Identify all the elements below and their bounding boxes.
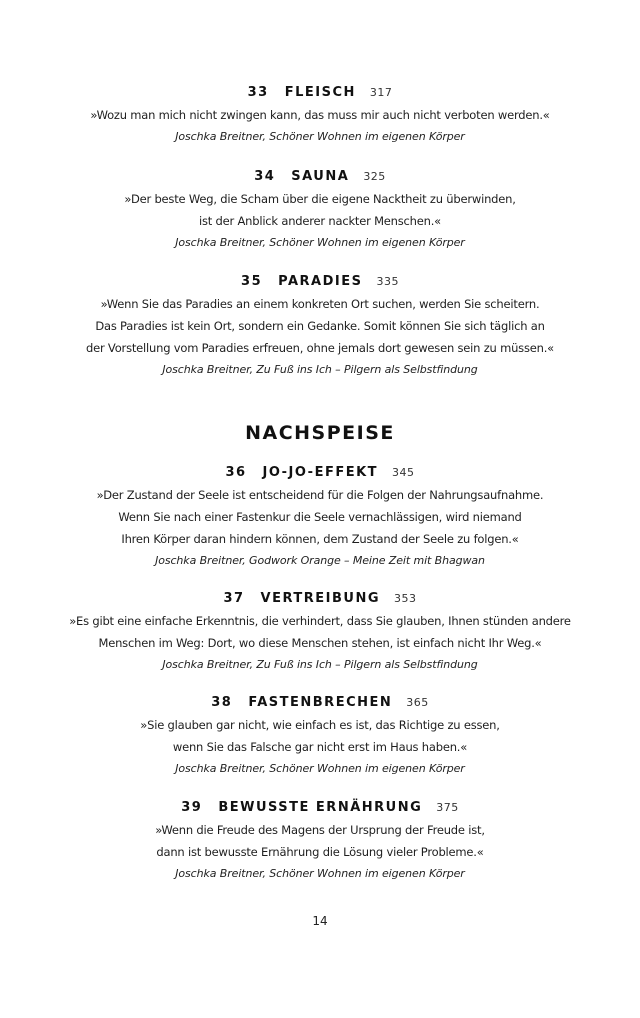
quote-line: »Der beste Weg, die Scham über die eigene Nacktheit zu überwinden, [124,192,516,206]
chapter-number: 36 [225,465,247,480]
quote-source: Joschka Breitner, Godwork Orange – Meine Zeit mit Bhagwan [155,554,485,567]
quote-line: »Wenn Sie das Paradies an einem konkreten Ort suchen, werden Sie scheitern. [100,297,540,311]
quote-source: Joschka Breitner, Schöner Wohnen im eigenen Körper [175,762,465,775]
quote-line: »Sie glauben gar nicht, wie einfach es ist, das Richtige zu essen, [140,718,500,732]
chapter-heading [60,462,580,484]
toc-entry-36 [60,462,580,572]
chapter-number: 38 [211,695,233,710]
quote-line: »Wozu man mich nicht zwingen kann, das muss mir auch nicht verboten werden.« [90,108,550,122]
chapter-page: 375 [436,801,459,814]
toc-entry-34 [60,166,580,254]
quote-line: Ihren Körper daran hindern können, dem Zustand der Seele zu folgen.« [121,532,519,546]
chapter-number: 37 [223,591,245,606]
quote-source: Joschka Breitner, Zu Fuß ins Ich – Pilgern als Selbstfindung [162,658,478,671]
quote-line: Das Paradies ist kein Ort, sondern ein Gedanke. Somit können Sie sich täglich an [95,319,545,333]
quote-source: Joschka Breitner, Schöner Wohnen im eigenen Körper [175,130,465,143]
toc-entry-39 [60,797,580,885]
chapter-title: BEWUSSTE ERNÄHRUNG [218,800,423,815]
chapter-title: VERTREIBUNG [260,591,381,606]
chapter-title: SAUNA [291,169,350,184]
quote-line: »Der Zustand der Seele ist entscheidend für die Folgen der Nahrungsaufnahme. [96,488,544,502]
quote-line: wenn Sie das Falsche gar nicht erst im Haus haben.« [172,740,468,754]
chapter-heading [60,82,580,104]
chapter-number: 39 [181,800,203,815]
chapter-page: 335 [376,275,399,288]
chapter-page: 365 [406,696,429,709]
quote-source: Joschka Breitner, Schöner Wohnen im eigenen Körper [175,867,465,880]
chapter-title: FLEISCH [284,85,356,100]
chapter-page: 353 [394,592,417,605]
chapter-heading [60,692,580,714]
quote-line: ist der Anblick anderer nackter Menschen.« [198,214,442,228]
toc-entry-37 [60,588,580,676]
quote-line: »Es gibt eine einfache Erkenntnis, die verhindert, dass Sie glauben, Ihnen stünden andere [69,614,571,628]
quote-source: Joschka Breitner, Schöner Wohnen im eigenen Körper [175,236,465,249]
toc-entry-33 [60,82,580,148]
chapter-page: 317 [369,86,393,99]
quote-line: Menschen im Weg: Dort, wo diese Menschen stehen, ist einfach nicht Ihr Weg.« [98,636,542,650]
chapter-heading [60,588,580,610]
quote-source: Joschka Breitner, Zu Fuß ins Ich – Pilgern als Selbstfindung [162,363,478,376]
chapter-heading [60,797,580,819]
page-number: 14 [312,914,328,928]
chapter-title: JO-JO-EFFEKT [262,465,379,480]
chapter-number: 33 [247,85,269,100]
quote-line: Wenn Sie nach einer Fastenkur die Seele vernachlässigen, wird niemand [118,510,522,524]
quote-line: dann ist bewusste Ernährung die Lösung vieler Probleme.« [156,845,484,859]
chapter-heading [60,271,580,293]
chapter-number: 35 [241,274,263,289]
chapter-heading [60,166,580,188]
chapter-page: 345 [392,466,415,479]
toc-entry-38 [60,692,580,780]
chapter-title: PARADIES [278,274,363,289]
chapter-number: 34 [254,169,276,184]
chapter-title: FASTENBRECHEN [248,695,393,710]
toc-entry-35 [60,271,580,381]
quote-line: »Wenn die Freude des Magens der Ursprung der Freude ist, [155,823,485,837]
quote-line: der Vorstellung vom Paradies erfreuen, ohne jemals dort gewesen sein zu müssen.« [85,341,555,355]
section-title: NACHSPEISE [245,422,395,444]
chapter-page: 325 [363,170,386,183]
